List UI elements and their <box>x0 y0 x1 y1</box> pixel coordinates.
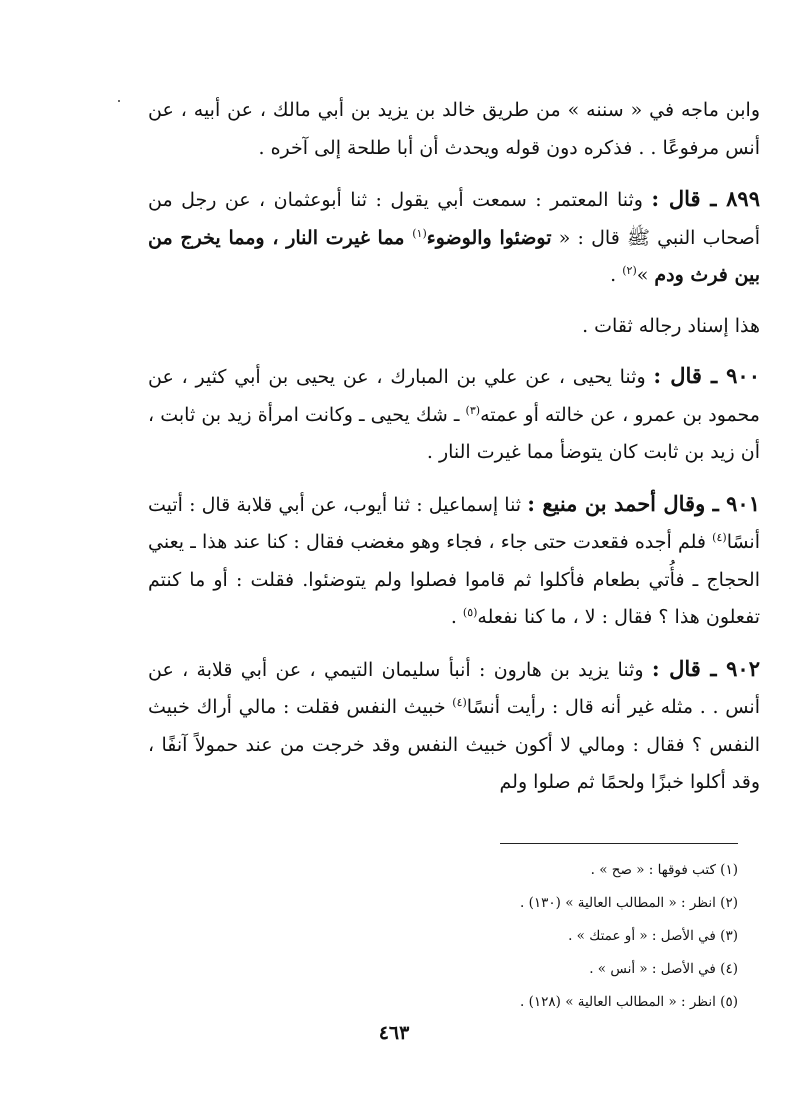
text-run: وابن ماجه في « سننه » من طريق خالد بن يزيد بن أبي مالك ، عن أبيه ، عن أنس مرفوعًا . . فذكره دون قوله ويحدث أن أبا طلحة إلى آخره . <box>148 99 760 159</box>
hadith-number: ٨٩٩ ـ قال : <box>651 186 760 211</box>
text-run: هذا إسناد رجاله ثقات . <box>582 314 760 337</box>
footnote: (٢) انظر : « المطالب العالية » (١٣٠) . <box>520 895 738 911</box>
footnote: (٥) انظر : « المطالب العالية » (١٢٨) . <box>520 994 738 1010</box>
hadith-number: ٩٠١ ـ وقال أحمد بن منيع : <box>527 490 760 516</box>
footnote-ref[interactable]: (٤) <box>452 696 467 709</box>
paragraph <box>148 308 760 346</box>
text-run: ـ شك يحيى ـ وكانت امرأة زيد بن ثابت ، أن زيد بن ثابت كان يتوضأ مما غيرت النار . <box>148 403 760 463</box>
footnote-ref[interactable]: (١) <box>412 226 427 240</box>
footnotes <box>420 854 738 1019</box>
text-run: ثنا إسماعيل : ثنا أيوب، عن أبي قلابة قال : أتيت أنسًا <box>148 493 760 553</box>
main-text <box>148 92 760 815</box>
hadith-number: ٩٠٠ ـ قال : <box>653 363 760 388</box>
text-run: وثنا المعتمر : سمعت أبي يقول : ثنا أبوعثمان ، عن رجل من أصحاب النبي ﷺ قال : « <box>148 189 760 249</box>
footnote: (٤) في الأصل : « أنس » . <box>589 961 738 977</box>
footnote-ref[interactable]: (٣) <box>465 403 481 417</box>
margin-dot <box>118 100 120 102</box>
hadith-902 <box>148 650 760 802</box>
text-run: . <box>610 264 623 286</box>
text-run: وثنا يحيى ، عن علي بن المبارك ، عن يحيى بن أبي كثير ، عن محمود بن عمرو ، عن خالته أو عمته <box>148 366 760 426</box>
text-run: فلم أجده فقعدت حتى جاء ، فجاء وهو مغضب فقال : كنا عند هذا ـ يعني الحجاج ـ فأُتي بطعام فأكلوا ثم قاموا فصلوا ولم يتوضئوا. فقلت : أو ما كنتم تفعلون هذا ؟ فقال : لا ، ما كنا نفعله <box>148 531 760 628</box>
text-run: . <box>450 606 463 628</box>
hadith-900 <box>148 357 760 472</box>
footnote-ref[interactable]: (٥) <box>462 606 478 619</box>
footnote: (١) كتب فوقها : « صح » . <box>590 862 738 878</box>
hadith-899 <box>148 180 760 295</box>
page-number: ٤٦٣ <box>378 1022 410 1044</box>
paragraph <box>148 92 760 167</box>
bold-text: مما غيرت النار ، ومما يخرج من بين فرث ودم <box>148 226 760 286</box>
hadith-number: ٩٠٢ ـ قال : <box>651 655 760 681</box>
text-run: وثنا يزيد بن هارون : أنبأ سليمان التيمي ، عن أبي قلابة ، عن أنس . . مثله غير أنه قال : رأيت أنسًا <box>148 658 760 718</box>
text-run: خبيث النفس فقلت : مالي أراك خبيث النفس ؟ فقال : ومالي لا أكون خبيث النفس وقد خرجت من عند حمولاً آنفًا ، وقد أكلوا خبزًا ولحمًا ثم صلوا ولم <box>148 696 760 793</box>
footnote-divider <box>500 843 738 844</box>
hadith-901 <box>148 485 760 637</box>
text-run: » <box>636 264 655 286</box>
footnote: (٣) في الأصل : « أو عمتك » . <box>568 928 738 944</box>
footnote-ref[interactable]: (٤) <box>712 531 727 544</box>
bold-text: توضئوا والوضوء <box>426 226 552 249</box>
footnote-ref[interactable]: (٢) <box>622 264 637 277</box>
